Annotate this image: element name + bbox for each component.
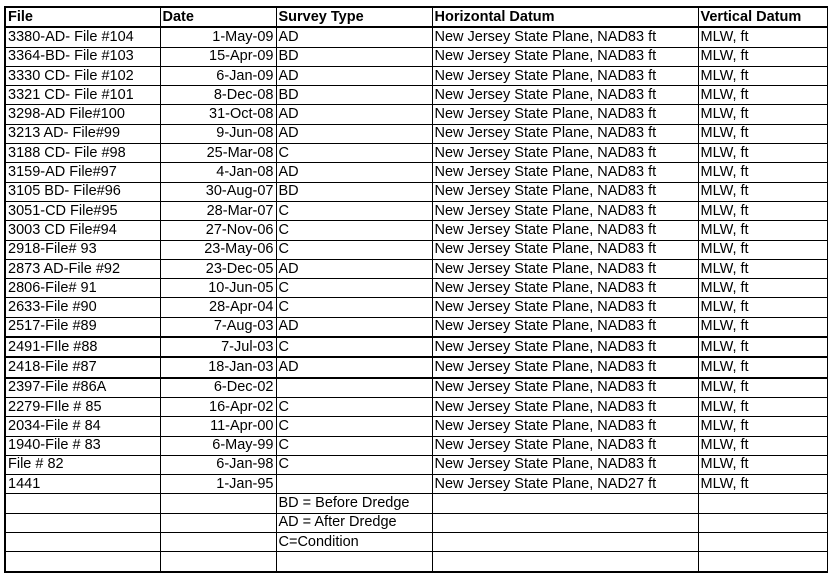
vertical-datum-cell: MLW, ft xyxy=(698,259,828,278)
file-cell xyxy=(5,513,160,532)
header-row xyxy=(5,7,828,27)
file-cell: 3051-CD File#95 xyxy=(5,201,160,220)
table-row xyxy=(5,357,828,377)
survey-type-cell: BD xyxy=(276,47,432,66)
date-cell: 7-Jul-03 xyxy=(160,337,276,357)
file-cell: 2806-File# 91 xyxy=(5,279,160,298)
file-cell: 3003 CD File#94 xyxy=(5,221,160,240)
vertical-datum-cell: MLW, ft xyxy=(698,66,828,85)
date-cell: 10-Jun-05 xyxy=(160,279,276,298)
file-cell: 3188 CD- File #98 xyxy=(5,144,160,163)
date-cell: 11-Apr-00 xyxy=(160,417,276,436)
table-row xyxy=(5,513,828,532)
date-cell xyxy=(160,533,276,552)
vertical-datum-cell: MLW, ft xyxy=(698,357,828,377)
survey-type-cell: AD xyxy=(276,259,432,278)
date-cell: 4-Jan-08 xyxy=(160,163,276,182)
date-cell: 16-Apr-02 xyxy=(160,397,276,416)
vertical-datum-cell: MLW, ft xyxy=(698,144,828,163)
survey-type-cell: C xyxy=(276,221,432,240)
survey-type-cell: C xyxy=(276,144,432,163)
survey-type-cell: AD xyxy=(276,66,432,85)
table-row xyxy=(5,163,828,182)
survey-type-cell: C xyxy=(276,436,432,455)
horizontal-datum-cell: New Jersey State Plane, NAD83 ft xyxy=(432,337,698,357)
table-row xyxy=(5,533,828,552)
table-row xyxy=(5,27,828,47)
survey-type-cell: C xyxy=(276,298,432,317)
table-row xyxy=(5,86,828,105)
vertical-datum-cell: MLW, ft xyxy=(698,378,828,398)
table-row xyxy=(5,66,828,85)
horizontal-datum-cell: New Jersey State Plane, NAD83 ft xyxy=(432,27,698,47)
vertical-datum-cell: MLW, ft xyxy=(698,417,828,436)
vertical-datum-cell: MLW, ft xyxy=(698,201,828,220)
header-vertical-datum: Vertical Datum xyxy=(698,7,828,27)
table-row xyxy=(5,475,828,494)
table-row xyxy=(5,201,828,220)
horizontal-datum-cell: New Jersey State Plane, NAD27 ft xyxy=(432,475,698,494)
vertical-datum-cell: MLW, ft xyxy=(698,436,828,455)
survey-type-cell: C xyxy=(276,337,432,357)
horizontal-datum-cell xyxy=(432,552,698,572)
file-cell: 2279-FIle # 85 xyxy=(5,397,160,416)
table-row xyxy=(5,124,828,143)
date-cell: 30-Aug-07 xyxy=(160,182,276,201)
horizontal-datum-cell: New Jersey State Plane, NAD83 ft xyxy=(432,397,698,416)
date-cell xyxy=(160,513,276,532)
date-cell xyxy=(160,552,276,572)
horizontal-datum-cell: New Jersey State Plane, NAD83 ft xyxy=(432,317,698,337)
table-row xyxy=(5,552,828,572)
vertical-datum-cell: MLW, ft xyxy=(698,240,828,259)
vertical-datum-cell: MLW, ft xyxy=(698,105,828,124)
header-survey-type: Survey Type xyxy=(276,7,432,27)
horizontal-datum-cell: New Jersey State Plane, NAD83 ft xyxy=(432,417,698,436)
horizontal-datum-cell: New Jersey State Plane, NAD83 ft xyxy=(432,124,698,143)
table-row xyxy=(5,47,828,66)
vertical-datum-cell: MLW, ft xyxy=(698,163,828,182)
table-row xyxy=(5,298,828,317)
horizontal-datum-cell: New Jersey State Plane, NAD83 ft xyxy=(432,436,698,455)
date-cell: 18-Jan-03 xyxy=(160,357,276,377)
horizontal-datum-cell: New Jersey State Plane, NAD83 ft xyxy=(432,221,698,240)
horizontal-datum-cell: New Jersey State Plane, NAD83 ft xyxy=(432,378,698,398)
date-cell: 25-Mar-08 xyxy=(160,144,276,163)
horizontal-datum-cell: New Jersey State Plane, NAD83 ft xyxy=(432,279,698,298)
survey-type-cell: AD xyxy=(276,124,432,143)
file-cell: 2633-File #90 xyxy=(5,298,160,317)
survey-type-cell: BD xyxy=(276,86,432,105)
date-cell: 6-May-99 xyxy=(160,436,276,455)
horizontal-datum-cell: New Jersey State Plane, NAD83 ft xyxy=(432,47,698,66)
table-row xyxy=(5,397,828,416)
survey-type-cell xyxy=(276,378,432,398)
table-row xyxy=(5,494,828,513)
vertical-datum-cell xyxy=(698,494,828,513)
vertical-datum-cell: MLW, ft xyxy=(698,47,828,66)
table-row xyxy=(5,144,828,163)
survey-type-cell: C xyxy=(276,279,432,298)
vertical-datum-cell: MLW, ft xyxy=(698,397,828,416)
date-cell: 1-May-09 xyxy=(160,27,276,47)
table-row xyxy=(5,259,828,278)
horizontal-datum-cell: New Jersey State Plane, NAD83 ft xyxy=(432,240,698,259)
survey-type-cell: C xyxy=(276,455,432,474)
horizontal-datum-cell: New Jersey State Plane, NAD83 ft xyxy=(432,144,698,163)
table-row xyxy=(5,240,828,259)
table-row xyxy=(5,279,828,298)
horizontal-datum-cell: New Jersey State Plane, NAD83 ft xyxy=(432,66,698,85)
date-cell: 6-Dec-02 xyxy=(160,378,276,398)
table-row xyxy=(5,337,828,357)
table-row xyxy=(5,105,828,124)
horizontal-datum-cell xyxy=(432,494,698,513)
vertical-datum-cell xyxy=(698,513,828,532)
date-cell: 15-Apr-09 xyxy=(160,47,276,66)
survey-type-cell xyxy=(276,475,432,494)
survey-type-cell: AD xyxy=(276,317,432,337)
vertical-datum-cell xyxy=(698,552,828,572)
file-cell: 3321 CD- File #101 xyxy=(5,86,160,105)
horizontal-datum-cell: New Jersey State Plane, NAD83 ft xyxy=(432,259,698,278)
survey-type-cell: C=Condition xyxy=(276,533,432,552)
file-cell xyxy=(5,494,160,513)
survey-type-cell: C xyxy=(276,397,432,416)
vertical-datum-cell xyxy=(698,533,828,552)
table-row xyxy=(5,378,828,398)
vertical-datum-cell: MLW, ft xyxy=(698,455,828,474)
survey-type-cell: AD xyxy=(276,27,432,47)
file-cell: 3380-AD- File #104 xyxy=(5,27,160,47)
table-row xyxy=(5,182,828,201)
survey-type-cell: AD xyxy=(276,163,432,182)
file-cell: 1940-File # 83 xyxy=(5,436,160,455)
survey-type-cell: AD xyxy=(276,105,432,124)
table-row xyxy=(5,455,828,474)
survey-type-cell: C xyxy=(276,201,432,220)
date-cell: 6-Jan-09 xyxy=(160,66,276,85)
date-cell: 31-Oct-08 xyxy=(160,105,276,124)
vertical-datum-cell: MLW, ft xyxy=(698,27,828,47)
header-date: Date xyxy=(160,7,276,27)
vertical-datum-cell: MLW, ft xyxy=(698,182,828,201)
survey-type-cell: C xyxy=(276,417,432,436)
file-cell: 2873 AD-File #92 xyxy=(5,259,160,278)
survey-type-cell: BD = Before Dredge xyxy=(276,494,432,513)
vertical-datum-cell: MLW, ft xyxy=(698,221,828,240)
date-cell: 23-Dec-05 xyxy=(160,259,276,278)
vertical-datum-cell: MLW, ft xyxy=(698,337,828,357)
date-cell: 1-Jan-95 xyxy=(160,475,276,494)
vertical-datum-cell: MLW, ft xyxy=(698,86,828,105)
table-row xyxy=(5,436,828,455)
file-cell: 3159-AD File#97 xyxy=(5,163,160,182)
horizontal-datum-cell xyxy=(432,513,698,532)
survey-type-cell: AD xyxy=(276,357,432,377)
horizontal-datum-cell: New Jersey State Plane, NAD83 ft xyxy=(432,163,698,182)
file-cell: 3298-AD File#100 xyxy=(5,105,160,124)
date-cell: 9-Jun-08 xyxy=(160,124,276,143)
header-horizontal-datum: Horizontal Datum xyxy=(432,7,698,27)
vertical-datum-cell: MLW, ft xyxy=(698,279,828,298)
survey-table xyxy=(4,6,828,573)
date-cell: 28-Apr-04 xyxy=(160,298,276,317)
header-file: File xyxy=(5,7,160,27)
horizontal-datum-cell: New Jersey State Plane, NAD83 ft xyxy=(432,182,698,201)
file-cell: 1441 xyxy=(5,475,160,494)
file-cell: File # 82 xyxy=(5,455,160,474)
horizontal-datum-cell xyxy=(432,533,698,552)
table-row xyxy=(5,317,828,337)
horizontal-datum-cell: New Jersey State Plane, NAD83 ft xyxy=(432,455,698,474)
vertical-datum-cell: MLW, ft xyxy=(698,298,828,317)
date-cell: 27-Nov-06 xyxy=(160,221,276,240)
survey-type-cell: BD xyxy=(276,182,432,201)
file-cell xyxy=(5,552,160,572)
file-cell: 2491-FIle #88 xyxy=(5,337,160,357)
file-cell: 3330 CD- File #102 xyxy=(5,66,160,85)
file-cell: 2034-File # 84 xyxy=(5,417,160,436)
date-cell xyxy=(160,494,276,513)
file-cell: 2397-File #86A xyxy=(5,378,160,398)
file-cell: 2918-File# 93 xyxy=(5,240,160,259)
table-row xyxy=(5,221,828,240)
table-body xyxy=(5,27,828,571)
file-cell: 3364-BD- File #103 xyxy=(5,47,160,66)
vertical-datum-cell: MLW, ft xyxy=(698,124,828,143)
horizontal-datum-cell: New Jersey State Plane, NAD83 ft xyxy=(432,86,698,105)
vertical-datum-cell: MLW, ft xyxy=(698,475,828,494)
file-cell: 2517-File #89 xyxy=(5,317,160,337)
file-cell xyxy=(5,533,160,552)
horizontal-datum-cell: New Jersey State Plane, NAD83 ft xyxy=(432,201,698,220)
horizontal-datum-cell: New Jersey State Plane, NAD83 ft xyxy=(432,298,698,317)
file-cell: 3213 AD- File#99 xyxy=(5,124,160,143)
date-cell: 7-Aug-03 xyxy=(160,317,276,337)
survey-type-cell xyxy=(276,552,432,572)
survey-file-sheet xyxy=(4,6,827,573)
date-cell: 23-May-06 xyxy=(160,240,276,259)
vertical-datum-cell: MLW, ft xyxy=(698,317,828,337)
horizontal-datum-cell: New Jersey State Plane, NAD83 ft xyxy=(432,357,698,377)
file-cell: 3105 BD- File#96 xyxy=(5,182,160,201)
horizontal-datum-cell: New Jersey State Plane, NAD83 ft xyxy=(432,105,698,124)
survey-type-cell: C xyxy=(276,240,432,259)
date-cell: 8-Dec-08 xyxy=(160,86,276,105)
date-cell: 28-Mar-07 xyxy=(160,201,276,220)
date-cell: 6-Jan-98 xyxy=(160,455,276,474)
survey-type-cell: AD = After Dredge xyxy=(276,513,432,532)
table-row xyxy=(5,417,828,436)
file-cell: 2418-File #87 xyxy=(5,357,160,377)
